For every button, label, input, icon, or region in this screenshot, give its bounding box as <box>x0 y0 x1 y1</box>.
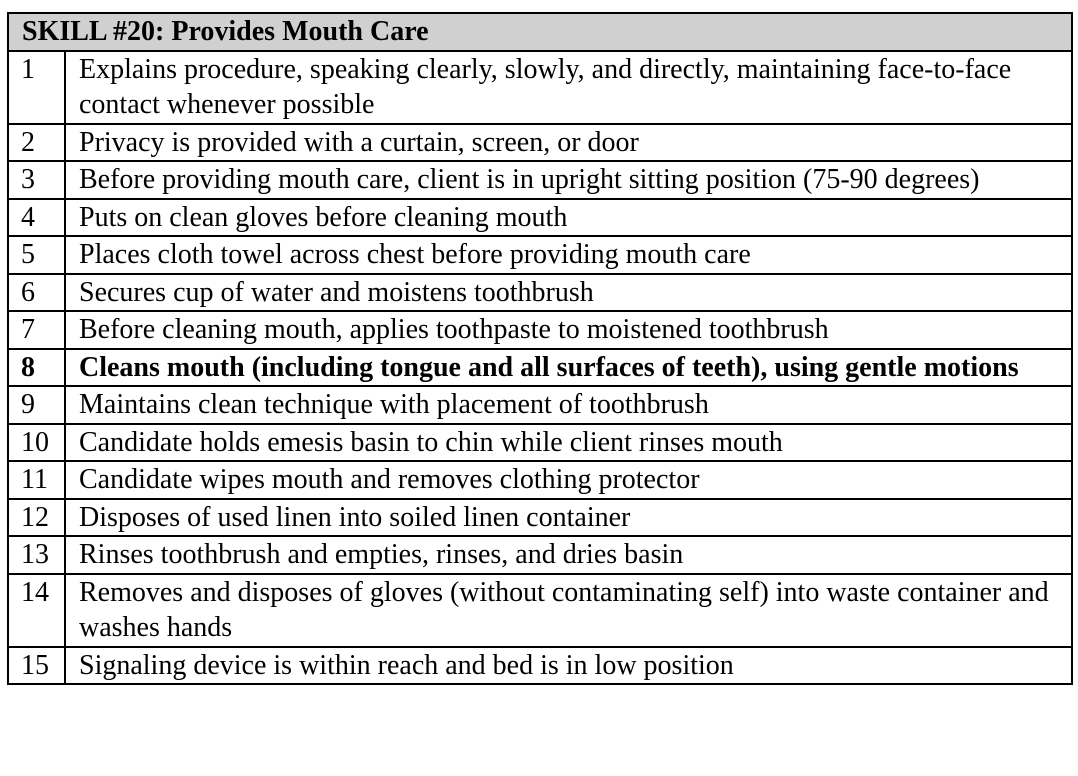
table-row <box>8 499 1072 537</box>
step-number: 11 <box>8 461 65 499</box>
step-description: Candidate holds emesis basin to chin while client rinses mouth <box>65 424 1072 462</box>
step-number: 3 <box>8 161 65 199</box>
step-number: 15 <box>8 647 65 685</box>
table-row <box>8 124 1072 162</box>
table-row <box>8 199 1072 237</box>
table-row <box>8 311 1072 349</box>
table-header-row <box>8 13 1072 51</box>
step-description: Secures cup of water and moistens toothbrush <box>65 274 1072 312</box>
table-row <box>8 536 1072 574</box>
step-number: 10 <box>8 424 65 462</box>
step-description: Removes and disposes of gloves (without contaminating self) into waste container and washes hands <box>65 574 1072 647</box>
step-number: 14 <box>8 574 65 647</box>
table-row <box>8 51 1072 124</box>
table-row <box>8 236 1072 274</box>
step-description: Before providing mouth care, client is in upright sitting position (75-90 degrees) <box>65 161 1072 199</box>
table-row <box>8 461 1072 499</box>
table-row <box>8 161 1072 199</box>
step-description: Candidate wipes mouth and removes clothing protector <box>65 461 1072 499</box>
step-description: Signaling device is within reach and bed is in low position <box>65 647 1072 685</box>
step-number: 4 <box>8 199 65 237</box>
step-number: 8 <box>8 349 65 387</box>
skill-title: SKILL #20: Provides Mouth Care <box>8 13 1072 51</box>
step-description: Puts on clean gloves before cleaning mouth <box>65 199 1072 237</box>
step-number: 9 <box>8 386 65 424</box>
step-description: Disposes of used linen into soiled linen container <box>65 499 1072 537</box>
step-description: Cleans mouth (including tongue and all surfaces of teeth), using gentle motions <box>65 349 1072 387</box>
step-description: Places cloth towel across chest before providing mouth care <box>65 236 1072 274</box>
steps-list <box>8 51 1072 685</box>
step-number: 12 <box>8 499 65 537</box>
step-number: 5 <box>8 236 65 274</box>
table-row <box>8 647 1072 685</box>
skill-checklist-table <box>7 12 1073 685</box>
step-number: 6 <box>8 274 65 312</box>
table-row <box>8 274 1072 312</box>
step-number: 7 <box>8 311 65 349</box>
step-number: 13 <box>8 536 65 574</box>
step-number: 1 <box>8 51 65 124</box>
step-description: Before cleaning mouth, applies toothpaste to moistened toothbrush <box>65 311 1072 349</box>
table-row <box>8 386 1072 424</box>
step-description: Privacy is provided with a curtain, screen, or door <box>65 124 1072 162</box>
table-row <box>8 349 1072 387</box>
step-number: 2 <box>8 124 65 162</box>
table-row <box>8 574 1072 647</box>
table-row <box>8 424 1072 462</box>
step-description: Maintains clean technique with placement of toothbrush <box>65 386 1072 424</box>
step-description: Explains procedure, speaking clearly, slowly, and directly, maintaining face-to-face contact whenever possible <box>65 51 1072 124</box>
step-description: Rinses toothbrush and empties, rinses, and dries basin <box>65 536 1072 574</box>
